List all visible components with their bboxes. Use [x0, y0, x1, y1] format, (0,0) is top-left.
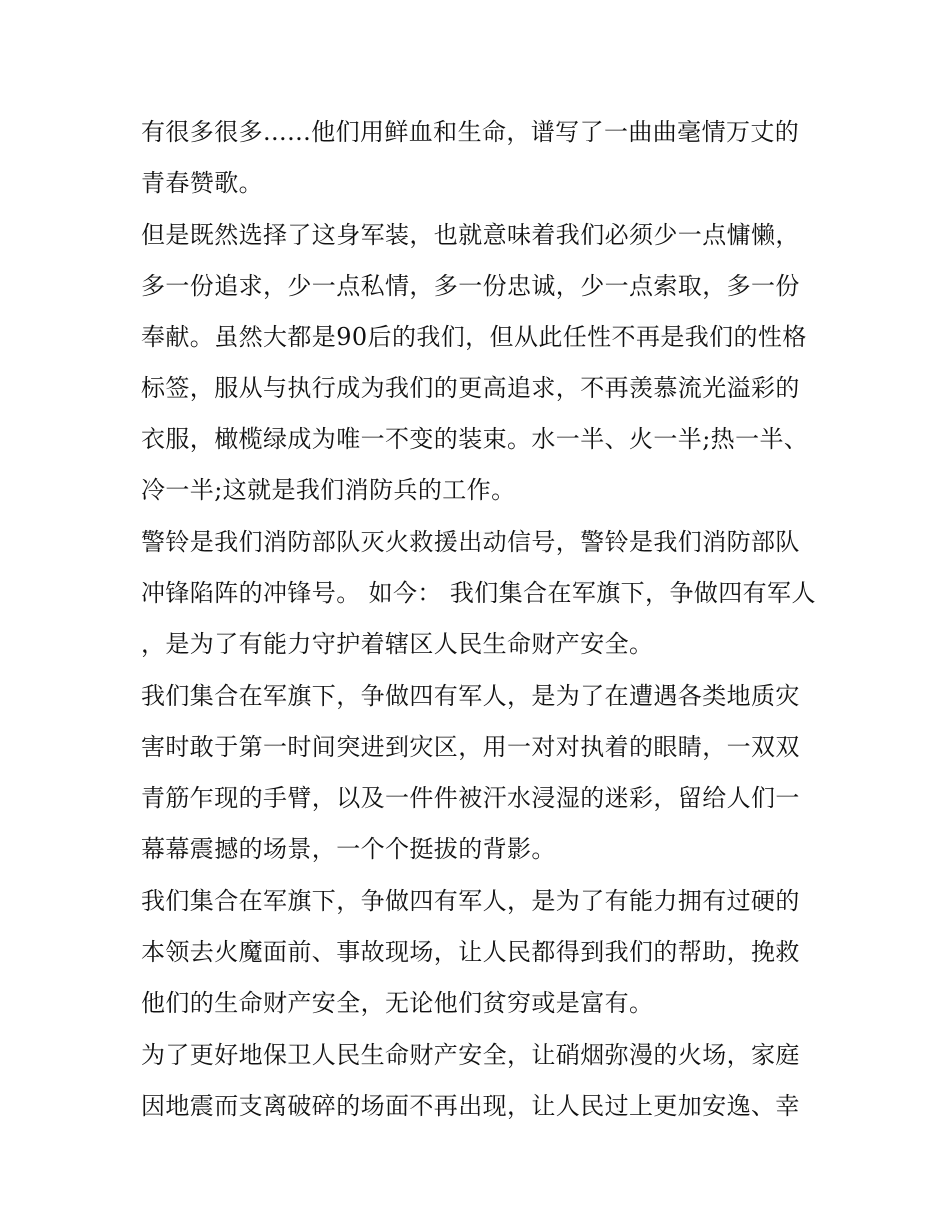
document-body [141, 107, 817, 1133]
paragraph-1: 有很多很多......他们用鲜血和生命，谱写了一曲曲毫情万丈的青春赞歌。 [141, 118, 800, 197]
paragraph-6: 为了更好地保卫人民生命财产安全，让硝烟弥漫的火场，家庭因地震而支离破碎的场面不再出现，让人民过上更加安逸、幸 [141, 1041, 800, 1120]
paragraph-2: 但是既然选择了这身军装，也就意味着我们必须少一点慵懒，多一份追求，少一点私情，多一份忠诚，少一点索取，多一份奉献。虽然大都是90后的我们，但从此任性不再是我们的性格标签，服从与执行成为我们的更高追求，不再羡慕流光溢彩的衣服，橄榄绿成为唯一不变的装束。水一半、火一半;热一半、冷一半;这就是我们消防兵的工作。 [141, 221, 809, 504]
paragraph-5: 我们集合在军旗下，争做四有军人，是为了有能力拥有过硬的本领去火魔面前、事故现场，让人民都得到我们的帮助，挽救他们的生命财产安全，无论他们贫穷或是富有。 [141, 887, 800, 1017]
paragraph-4: 我们集合在军旗下，争做四有军人，是为了在遭遇各类地质灾害时敢于第一时间突进到灾区，用一对对执着的眼睛，一双双青筋乍现的手臂，以及一件件被汗水浸湿的迷彩，留给人们一幕幕震撼的场景，一个个挺拔的背影。 [141, 682, 800, 863]
paragraph-3: 警铃是我们消防部队灭火救援出动信号，警铃是我们消防部队冲锋陷阵的冲锋号。 如今： 我们集合在军旗下，争做四有军人，是为了有能力守护着辖区人民生命财产安全。 [141, 528, 816, 658]
